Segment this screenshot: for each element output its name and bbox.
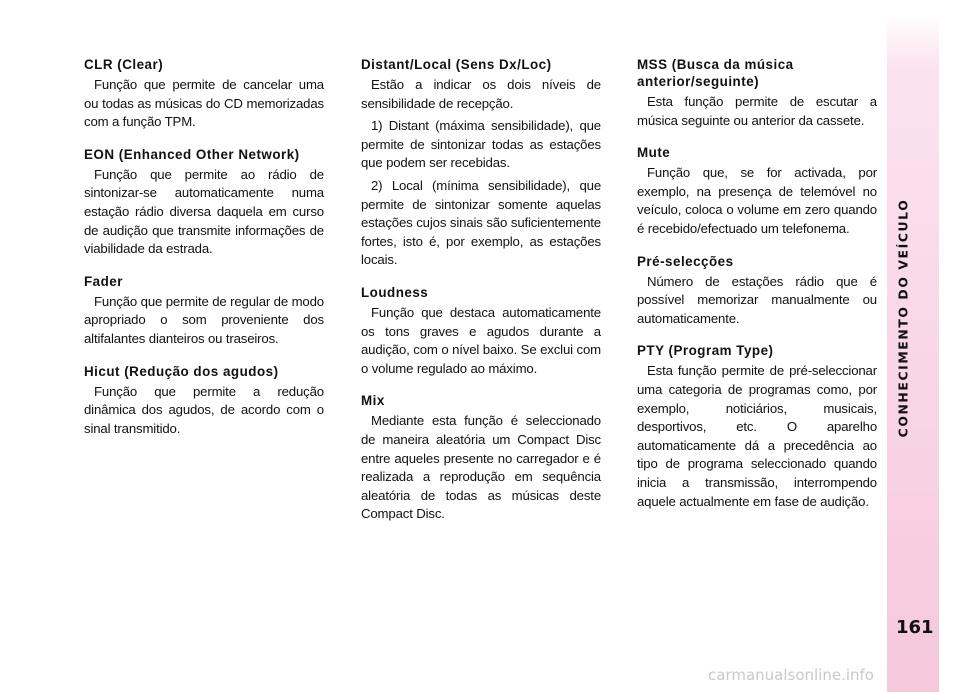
section-heading: Fader [84, 273, 123, 289]
section-heading: Mix [361, 393, 385, 409]
section-hicut [84, 363, 324, 439]
text-column-3 [637, 56, 877, 525]
section-heading: Distant/Local (Sens Dx/Loc) [361, 57, 552, 72]
section-eon [84, 146, 324, 259]
section-heading: PTY (Program Type) [637, 343, 774, 359]
section-clr [84, 56, 324, 132]
section-paragraph: Estão a indicar os dois níveis de sensibilidade de recepção. [361, 77, 601, 111]
section-heading: Hicut (Redução dos agudos) [84, 363, 279, 379]
section-paragraph: Função que destaca automaticamente os tons graves e agudos durante a audição, com o nível baixo. Se exclui com o volume regulado ao máximo. [361, 304, 601, 376]
section-pre-seleccoes [637, 253, 877, 329]
section-paragraph: Função que permite de cancelar uma ou todas as músicas do CD memorizadas com a função TPM. [84, 77, 324, 130]
section-fader [84, 273, 324, 349]
text-column-2 [361, 56, 601, 538]
section-heading: Mute [637, 145, 671, 161]
section-paragraph: Função que permite ao rádio de sintonizar-se automaticamente numa estação rádio diversa daquela em curso de audição que transmite informações de viabilidade da estrada. [84, 166, 324, 257]
section-loudness [361, 284, 601, 378]
section-paragraph: Esta função permite de pré-seleccionar uma categoria de programas como, por exemplo, noticiários, musicais, desportivos, etc. O aparelho automaticamente dá a precedência ao tipo de programa seleccionado quando inicia a transmissão, interrompendo aquele actualmente em fase de audição. [637, 363, 877, 509]
section-paragraph: Mediante esta função é seleccionado de maneira aleatória um Compact Disc entre aqueles presente no carregador e é realizada a reprodução em sequência aleatória de todas as músicas deste Compact Disc. [361, 413, 601, 522]
section-paragraph: Esta função permite de escutar a música seguinte ou anterior da cassete. [637, 94, 877, 128]
section-heading: Loudness [361, 284, 429, 300]
section-mute [637, 144, 877, 238]
section-paragraph: Função que permite de regular de modo apropriado o som proveniente dos altifalantes dianteiros ou traseiros. [84, 293, 324, 346]
section-mix [361, 392, 601, 524]
section-heading: MSS (Busca da música anterior/seguinte) [637, 57, 794, 89]
section-paragraph: 2) Local (mínima sensibilidade), que permite de sintonizar somente aquelas estações cujos sinais são suficientemente fortes, isto é, por exemplo, as estações locais. [361, 177, 601, 268]
page-number: 161 [896, 617, 934, 638]
text-column-1 [84, 56, 324, 452]
section-paragraph: 1) Distant (máxima sensibilidade), que permite de sintonizar todas as estações que podem ser recebidas. [361, 118, 601, 171]
section-mss [637, 56, 877, 130]
section-paragraph: Função que, se for activada, por exemplo, na presença de telemóvel no veículo, coloca o volume em zero quando é recebido/efectuado um telefonema. [637, 165, 877, 236]
section-heading: Pré-selecções [637, 253, 734, 269]
section-paragraph: Função que permite a redução dinâmica dos agudos, de acordo com o sinal transmitido. [84, 383, 324, 436]
watermark-text: carmanualsonline.info [708, 666, 874, 684]
section-paragraph: Número de estações rádio que é possível memorizar manualmente ou automaticamente. [637, 273, 877, 326]
section-heading: EON (Enhanced Other Network) [84, 146, 300, 162]
section-pty [637, 342, 877, 511]
section-distant-local [361, 56, 601, 270]
section-heading: CLR (Clear) [84, 57, 164, 72]
chapter-title: CONHECIMENTO DO VEÍCULO [895, 198, 911, 438]
